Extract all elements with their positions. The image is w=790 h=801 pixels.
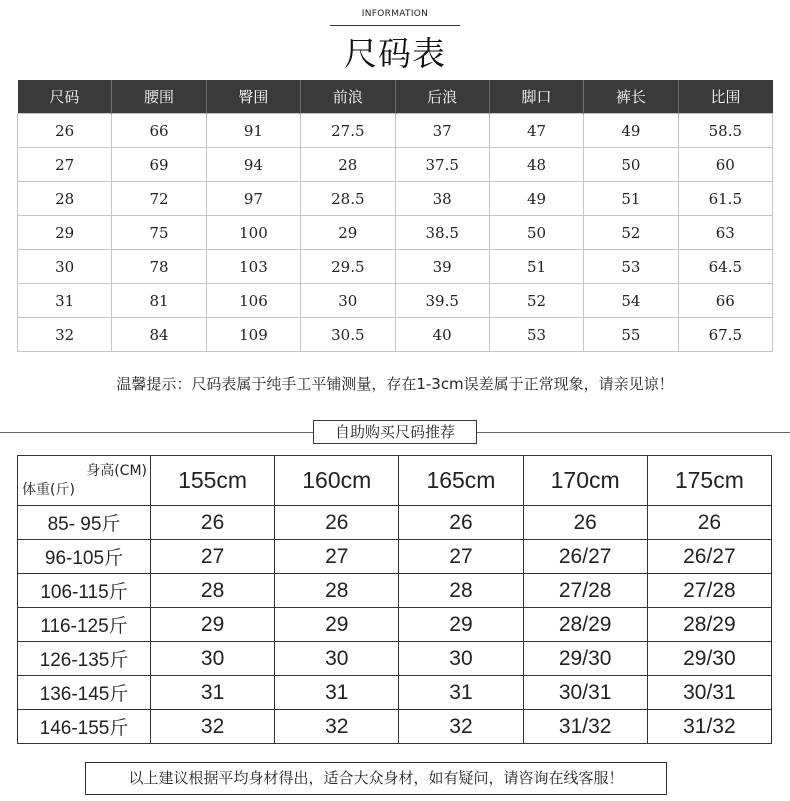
size-chart-cell: 28.5 <box>301 182 395 216</box>
weight-range-cell: 116-125斤 <box>18 608 151 642</box>
recommended-size-cell: 29 <box>399 608 523 642</box>
size-chart-cell: 67.5 <box>678 318 772 352</box>
size-chart-cell: 30.5 <box>301 318 395 352</box>
recommended-size-cell: 31 <box>151 676 275 710</box>
weight-range-cell: 136-145斤 <box>18 676 151 710</box>
size-chart-cell: 97 <box>206 182 300 216</box>
size-chart-row <box>18 250 773 284</box>
size-chart-cell: 30 <box>301 284 395 318</box>
recommended-size-cell: 26/27 <box>647 540 771 574</box>
size-chart-cell: 38.5 <box>395 216 489 250</box>
recommended-size-cell: 30/31 <box>647 676 771 710</box>
size-chart-cell: 100 <box>206 216 300 250</box>
size-chart-cell: 39 <box>395 250 489 284</box>
size-chart-cell: 64.5 <box>678 250 772 284</box>
size-chart-cell: 37 <box>395 114 489 148</box>
size-chart-row <box>18 148 773 182</box>
recommendation-row <box>18 540 772 574</box>
recommendation-row <box>18 506 772 540</box>
size-chart-cell: 50 <box>489 216 583 250</box>
size-chart-header-cell: 脚口 <box>489 80 583 114</box>
size-chart-cell: 94 <box>206 148 300 182</box>
weight-range-cell: 126-135斤 <box>18 642 151 676</box>
recommended-size-cell: 28/29 <box>523 608 647 642</box>
size-chart-header-cell: 腰围 <box>112 80 206 114</box>
size-chart-cell: 29 <box>18 216 112 250</box>
size-chart-cell: 61.5 <box>678 182 772 216</box>
recommendation-row <box>18 642 772 676</box>
size-chart-cell: 39.5 <box>395 284 489 318</box>
size-chart-header-cell: 裤长 <box>584 80 678 114</box>
size-chart-cell: 31 <box>18 284 112 318</box>
size-chart-cell: 38 <box>395 182 489 216</box>
size-chart-cell: 32 <box>18 318 112 352</box>
recommended-size-cell: 29/30 <box>523 642 647 676</box>
size-chart-cell: 60 <box>678 148 772 182</box>
size-chart-cell: 48 <box>489 148 583 182</box>
weight-range-cell: 146-155斤 <box>18 710 151 744</box>
size-chart-row <box>18 114 773 148</box>
size-chart-cell: 51 <box>584 182 678 216</box>
recommendation-row <box>18 710 772 744</box>
recommended-size-cell: 31/32 <box>523 710 647 744</box>
measurement-tip: 温馨提示：尺码表属于纯手工平铺测量，存在1-3cm误差属于正常现象，请亲见谅！ <box>116 375 674 393</box>
size-chart-cell: 52 <box>584 216 678 250</box>
size-chart-cell: 84 <box>112 318 206 352</box>
recommended-size-cell: 31/32 <box>647 710 771 744</box>
recommended-size-cell: 30 <box>399 642 523 676</box>
height-header-cell: 175cm <box>647 456 771 506</box>
size-chart-cell: 91 <box>206 114 300 148</box>
recommended-size-cell: 26 <box>275 506 399 540</box>
size-chart-row <box>18 182 773 216</box>
recommended-size-cell: 27 <box>399 540 523 574</box>
size-chart-cell: 49 <box>489 182 583 216</box>
recommended-size-cell: 26/27 <box>523 540 647 574</box>
size-chart-row <box>18 318 773 352</box>
size-chart-cell: 37.5 <box>395 148 489 182</box>
size-chart-cell: 106 <box>206 284 300 318</box>
page-title: 尺码表 <box>344 34 446 73</box>
size-chart-cell: 53 <box>489 318 583 352</box>
size-chart-cell: 53 <box>584 250 678 284</box>
size-chart-row <box>18 284 773 318</box>
recommended-size-cell: 26 <box>523 506 647 540</box>
recommended-size-cell: 30 <box>151 642 275 676</box>
height-header-cell: 155cm <box>151 456 275 506</box>
height-axis-label: 身高(CM) <box>86 463 147 479</box>
recommended-size-cell: 28 <box>151 574 275 608</box>
size-chart-row <box>18 216 773 250</box>
recommended-size-cell: 31 <box>399 676 523 710</box>
recommended-size-cell: 29/30 <box>647 642 771 676</box>
size-chart-cell: 26 <box>18 114 112 148</box>
size-chart-cell: 50 <box>584 148 678 182</box>
size-chart-cell: 47 <box>489 114 583 148</box>
size-chart-cell: 66 <box>112 114 206 148</box>
size-chart-cell: 55 <box>584 318 678 352</box>
weight-range-cell: 106-115斤 <box>18 574 151 608</box>
height-header-cell: 170cm <box>523 456 647 506</box>
recommended-size-cell: 26 <box>151 506 275 540</box>
size-chart-header-cell: 后浪 <box>395 80 489 114</box>
size-chart-cell: 103 <box>206 250 300 284</box>
weight-range-cell: 85- 95斤 <box>18 506 151 540</box>
recommended-size-cell: 29 <box>151 608 275 642</box>
recommended-size-cell: 30/31 <box>523 676 647 710</box>
size-chart-cell: 69 <box>112 148 206 182</box>
recommended-size-cell: 28/29 <box>647 608 771 642</box>
size-chart-cell: 27.5 <box>301 114 395 148</box>
weight-axis-label: 体重(斤) <box>22 482 75 498</box>
recommended-size-cell: 28 <box>275 574 399 608</box>
recommended-size-cell: 32 <box>275 710 399 744</box>
recommendation-row <box>18 676 772 710</box>
size-chart-cell: 52 <box>489 284 583 318</box>
recommended-size-cell: 31 <box>275 676 399 710</box>
recommendation-section-label: 自助购买尺码推荐 <box>313 420 477 444</box>
size-chart-cell: 29.5 <box>301 250 395 284</box>
size-chart-cell: 28 <box>301 148 395 182</box>
weight-range-cell: 96-105斤 <box>18 540 151 574</box>
recommended-size-cell: 26 <box>399 506 523 540</box>
size-chart-cell: 27 <box>18 148 112 182</box>
recommendation-header-row <box>18 456 772 506</box>
size-chart-cell: 66 <box>678 284 772 318</box>
size-chart-header-cell: 臀围 <box>206 80 300 114</box>
recommended-size-cell: 27 <box>275 540 399 574</box>
recommended-size-cell: 27/28 <box>647 574 771 608</box>
height-header-cell: 160cm <box>275 456 399 506</box>
size-chart-cell: 58.5 <box>678 114 772 148</box>
recommended-size-cell: 26 <box>647 506 771 540</box>
size-chart-cell: 28 <box>18 182 112 216</box>
size-chart-cell: 81 <box>112 284 206 318</box>
size-chart-cell: 49 <box>584 114 678 148</box>
size-chart-cell: 40 <box>395 318 489 352</box>
recommendation-row <box>18 608 772 642</box>
info-label: INFORMATION <box>361 9 429 19</box>
size-chart-cell: 30 <box>18 250 112 284</box>
size-chart-cell: 75 <box>112 216 206 250</box>
height-header-cell: 165cm <box>399 456 523 506</box>
info-underline <box>330 25 460 26</box>
corner-cell <box>18 456 151 506</box>
size-chart-table <box>17 80 773 352</box>
size-chart-cell: 109 <box>206 318 300 352</box>
recommendation-row <box>18 574 772 608</box>
size-chart-cell: 29 <box>301 216 395 250</box>
recommended-size-cell: 32 <box>151 710 275 744</box>
size-chart-cell: 78 <box>112 250 206 284</box>
size-chart-header-cell: 尺码 <box>18 80 112 114</box>
recommended-size-cell: 27/28 <box>523 574 647 608</box>
size-chart-header-row <box>18 80 773 114</box>
size-chart-cell: 54 <box>584 284 678 318</box>
size-chart-header-cell: 比围 <box>678 80 772 114</box>
recommended-size-cell: 29 <box>275 608 399 642</box>
size-chart-cell: 63 <box>678 216 772 250</box>
recommendation-table <box>17 455 772 744</box>
size-chart-cell: 51 <box>489 250 583 284</box>
footer-note: 以上建议根据平均身材得出，适合大众身材，如有疑问，请咨询在线客服！ <box>85 762 667 795</box>
recommended-size-cell: 28 <box>399 574 523 608</box>
recommended-size-cell: 30 <box>275 642 399 676</box>
recommended-size-cell: 27 <box>151 540 275 574</box>
recommended-size-cell: 32 <box>399 710 523 744</box>
size-chart-cell: 72 <box>112 182 206 216</box>
size-chart-header-cell: 前浪 <box>301 80 395 114</box>
